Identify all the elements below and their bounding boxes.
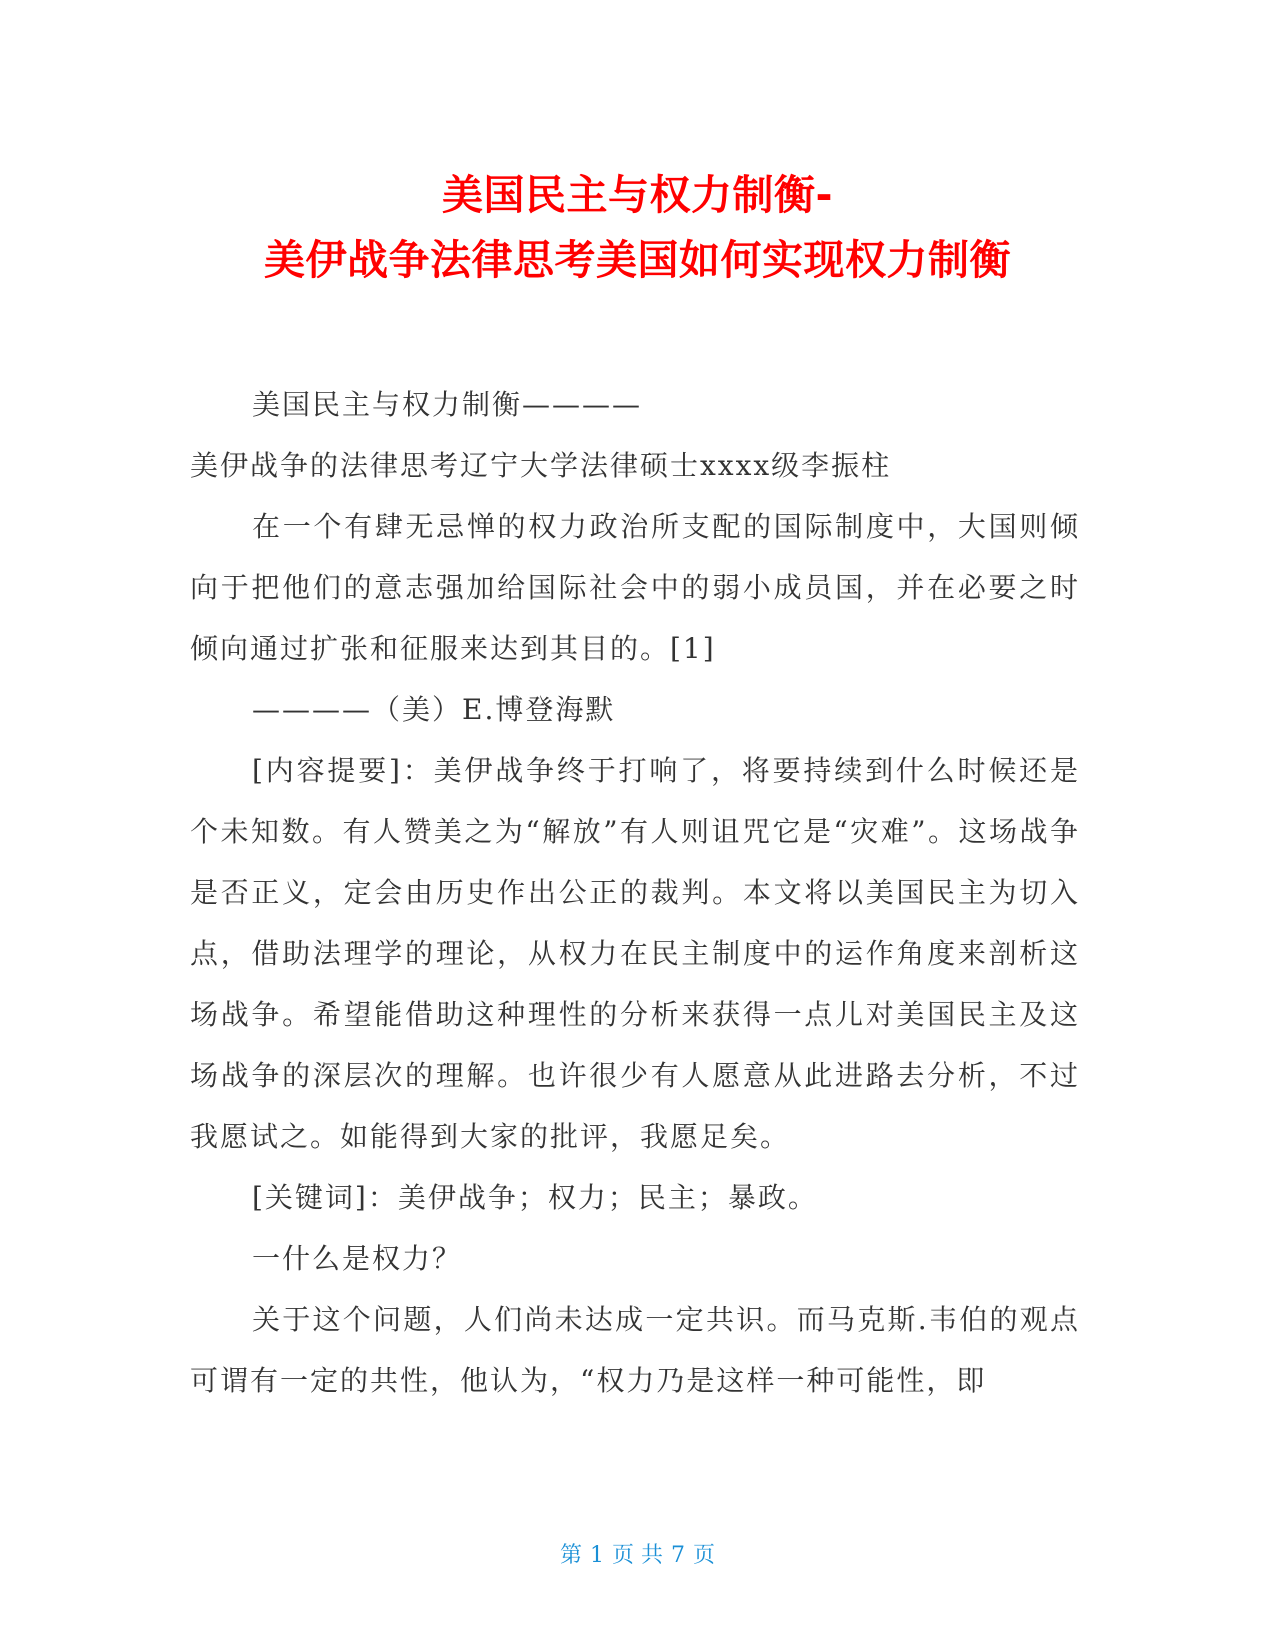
footer-middle: 页 共 xyxy=(612,1543,663,1568)
section-heading: 一什么是权力？ xyxy=(252,1242,463,1275)
keywords-paragraph: [关键词]：美伊战争；权力；民主；暴政。 xyxy=(252,1181,818,1214)
epigraph-attribution: ————（美）E.博登海默 xyxy=(252,693,616,726)
page-footer xyxy=(0,1542,1275,1570)
footer-suffix: 页 xyxy=(693,1543,716,1568)
footer-current-page: 1 xyxy=(590,1543,604,1568)
author-line: 美伊战争的法律思考辽宁大学法律硕士xxxx级李振柱 xyxy=(190,449,892,482)
subtitle-paragraph: 美国民主与权力制衡———— xyxy=(252,388,643,421)
document-title-line-2: 美伊战争法律思考美国如何实现权力制衡 xyxy=(264,236,1011,284)
abstract-paragraph: [内容提要]：美伊战争终于打响了，将要持续到什么时候还是个未知数。有人赞美之为“解放”有人则诅咒它是“灾难”。这场战争是否正义，定会由历史作出公正的裁判。本文将以美国民主为切入点，借助法理学的理论，从权力在民主制度中的运作角度来剖析这场战争。希望能借助这种理性的分析来获得一点儿对美国民主及这场战争的深层次的理解。也许很少有人愿意从此进路去分析，不过我愿试之。如能得到大家的批评，我愿足矣。 xyxy=(190,754,1080,1153)
document-title-line-1: 美国民主与权力制衡- xyxy=(441,171,833,219)
footer-total-pages: 7 xyxy=(671,1543,685,1568)
footer-prefix: 第 xyxy=(559,1543,582,1568)
epigraph-paragraph: 在一个有肆无忌惮的权力政治所支配的国际制度中，大国则倾向于把他们的意志强加给国际社会中的弱小成员国，并在必要之时倾向通过扩张和征服来达到其目的。[1] xyxy=(190,510,1080,665)
document-body xyxy=(190,374,1080,1411)
body-paragraph: 关于这个问题，人们尚未达成一定共识。而马克斯.韦伯的观点可谓有一定的共性，他认为，“权力乃是这样一种可能性，即 xyxy=(190,1303,1080,1397)
